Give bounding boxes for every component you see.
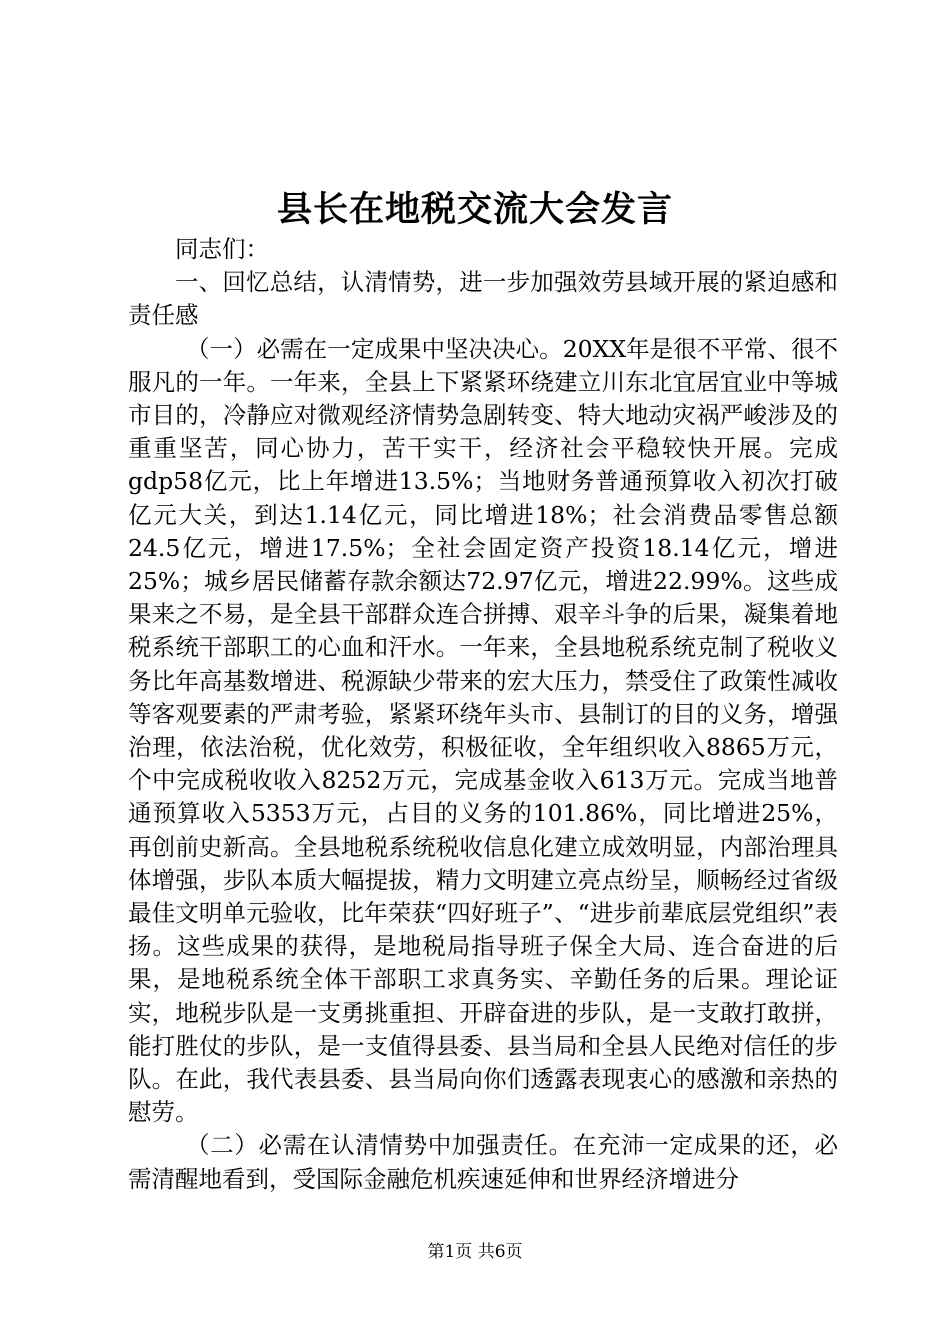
body-paragraph: （二）必需在认清情势中加强责任。在充沛一定成果的还，必需清醒地看到，受国际金融危机疾速延伸和世界经济增进分 <box>128 1131 838 1193</box>
body-paragraph: （一）必需在一定成果中坚决决心。20XX年是很不平常、很不服凡的一年。一年来，全县上下紧紧环绕建立川东北宜居宜业中等城市目的，冷静应对微观经济情势急剧转变、特大地动灾祸严峻涉及的重重坚苦，同心协力，苦干实干，经济社会平稳较快开展。完成gdp58亿元，比上年增进13.5%；当地财务普通预算收入初次打破亿元大关，到达1.14亿元，同比增进18%；社会消费品零售总额24.5亿元，增进17.5%；全社会固定资产投资18.14亿元，增进25%；城乡居民储蓄存款余额达72.97亿元，增进22.99%。这些成果来之不易，是全县干部群众连合拼搏、艰辛斗争的后果，凝集着地税系统干部职工的心血和汗水。一年来，全县地税系统克制了税收义务比年高基数增进、税源缺少带来的宏大压力，禁受住了政策性减收等客观要素的严肃考验，紧紧环绕年头市、县制订的目的义务，增强治理，依法治税，优化效劳，积极征收，全年组织收入8865万元，个中完成税收收入8252万元，完成基金收入613万元。完成当地普通预算收入5353万元，占目的义务的101.86%，同比增进25%，再创前史新高。全县地税系统税收信息化建立成效明显，内部治理具体增强，步队本质大幅提拔，精力文明建立亮点纷呈，顺畅经过省级最佳文明单元验收，比年荣获“四好班子”、“进步前辈底层党组织”表扬。这些成果的获得，是地税局指导班子保全大局、连合奋进的后果，是地税系统全体干部职工求真务实、辛勤任务的后果。理论证实，地税步队是一支勇挑重担、开辟奋进的步队，是一支敢打敢拼，能打胜仗的步队，是一支值得县委、县当局和全县人民绝对信任的步队。在此，我代表县委、县当局向你们透露表现衷心的感激和亲热的慰劳。 <box>128 334 838 1127</box>
section-heading: 一、回忆总结，认清情势，进一步加强效劳县域开展的紧迫感和责任感 <box>128 268 838 330</box>
page-number-footer: 第1页 共6页 <box>427 1242 523 1262</box>
document-title: 县长在地税交流大会发言 <box>276 189 673 230</box>
document-body <box>128 233 838 1196</box>
salutation: 同志们： <box>175 235 269 263</box>
